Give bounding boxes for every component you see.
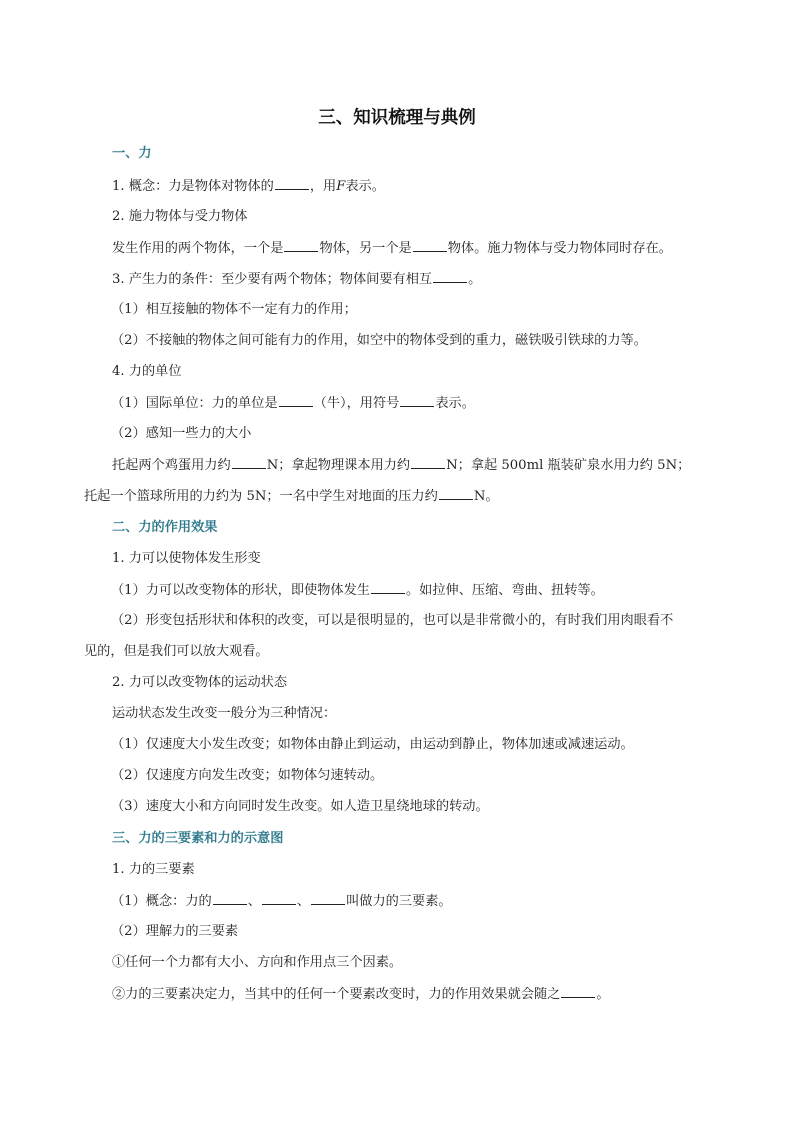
- fill-blank: [371, 580, 405, 594]
- paragraph-subheading: 1. 力可以使物体发生形变: [112, 551, 261, 566]
- fill-blank: [279, 393, 313, 407]
- paragraph-subheading: 2. 施力物体与受力物体: [112, 209, 248, 224]
- text: （1）力可以改变物体的形状，即使物体发生: [111, 583, 370, 598]
- section-heading-three-elements: 三、力的三要素和力的示意图: [112, 831, 284, 846]
- paragraph-text: 见的，但是我们可以放大观看。: [84, 644, 269, 659]
- text: 1. 概念：力是物体对物体的: [112, 179, 274, 194]
- paragraph-text: 运动状态发生改变一般分为三种情况：: [112, 706, 337, 721]
- text: 物体。施力物体与受力物体同时存在。: [447, 241, 672, 256]
- symbol-f: F: [336, 179, 346, 194]
- paragraph-concept: [112, 176, 385, 196]
- paragraph-text: [111, 393, 475, 413]
- paragraph-text: [111, 891, 452, 911]
- fill-blank: [232, 455, 266, 469]
- text: 物体，另一个是: [319, 241, 412, 256]
- fill-blank: [213, 891, 247, 905]
- paragraph-text: ①任何一个力都有大小、方向和作用点三个因素。: [112, 955, 403, 970]
- text: 。: [596, 987, 610, 1002]
- text: （1）国际单位：力的单位是: [111, 396, 278, 411]
- fill-blank: [400, 393, 434, 407]
- paragraph-text: （3）速度大小和方向同时发生改变。如人造卫星绕地球的转动。: [111, 799, 489, 814]
- fill-blank: [275, 176, 309, 190]
- paragraph-text: （2）不接触的物体之间可能有力的作用，如空中的物体受到的重力，磁铁吸引铁球的力等。: [111, 333, 647, 348]
- paragraph-text: [112, 984, 610, 1004]
- paragraph-text: （2）形变包括形状和体积的改变，可以是很明显的，也可以是非常微小的，有时我们用肉眼看不: [111, 613, 674, 628]
- paragraph-text: （2）理解力的三要素: [111, 924, 239, 939]
- text: 。如拉伸、压缩、弯曲、扭转等。: [405, 583, 604, 598]
- paragraph-text: （2）感知一些力的大小: [111, 426, 252, 441]
- text: 、: [296, 894, 311, 909]
- fill-blank: [262, 891, 296, 905]
- text: N；拿起 500ml 瓶装矿泉水用力约 5N；: [446, 458, 691, 473]
- paragraph-subheading: 4. 力的单位: [112, 364, 182, 379]
- fill-blank: [439, 486, 473, 500]
- text: 表示。: [345, 179, 385, 194]
- fill-blank: [433, 269, 467, 283]
- text: 3. 产生力的条件：至少要有两个物体；物体间要有相互: [112, 272, 433, 287]
- fill-blank: [561, 984, 595, 998]
- paragraph-text: [111, 580, 604, 600]
- paragraph-text: [112, 238, 672, 258]
- paragraph-text: [112, 269, 481, 289]
- paragraph-text: [112, 455, 690, 475]
- text: 叫做力的三要素。: [346, 894, 452, 909]
- fill-blank: [413, 238, 447, 252]
- fill-blank: [284, 238, 318, 252]
- text: ②力的三要素决定力，当其中的任何一个要素改变时，力的作用效果就会随之: [112, 987, 561, 1002]
- text: N。: [473, 489, 499, 504]
- text: 、: [247, 894, 261, 909]
- fill-blank: [311, 891, 345, 905]
- text: 发生作用的两个物体，一个是: [112, 241, 284, 256]
- text: 托起一个篮球所用的力约为 5N；一名中学生对地面的压力约: [84, 489, 438, 504]
- section-heading-effects: 二、力的作用效果: [112, 520, 218, 535]
- paragraph-text: [84, 486, 499, 506]
- text: N；拿起物理课本用力约: [266, 458, 411, 473]
- paragraph-text: （1）仅速度大小发生改变；如物体由静止到运动，由运动到静止，物体加速或减速运动。: [111, 737, 634, 752]
- fill-blank: [411, 455, 445, 469]
- paragraph-text: （1）相互接触的物体不一定有力的作用；: [111, 302, 357, 317]
- text: ，用: [309, 179, 337, 194]
- text: 托起两个鸡蛋用力约: [112, 458, 231, 473]
- paragraph-text: （2）仅速度方向发生改变；如物体匀速转动。: [111, 768, 384, 783]
- paragraph-subheading: 1. 力的三要素: [112, 862, 195, 877]
- text: 表示。: [435, 396, 475, 411]
- text: （1）概念：力的: [111, 894, 212, 909]
- text: 。: [468, 272, 482, 287]
- section-heading-force: 一、力: [112, 146, 152, 161]
- paragraph-subheading: 2. 力可以改变物体的运动状态: [112, 675, 288, 690]
- text: （牛），用符号: [313, 396, 400, 411]
- page-title: 三、知识梳理与典例: [318, 108, 476, 128]
